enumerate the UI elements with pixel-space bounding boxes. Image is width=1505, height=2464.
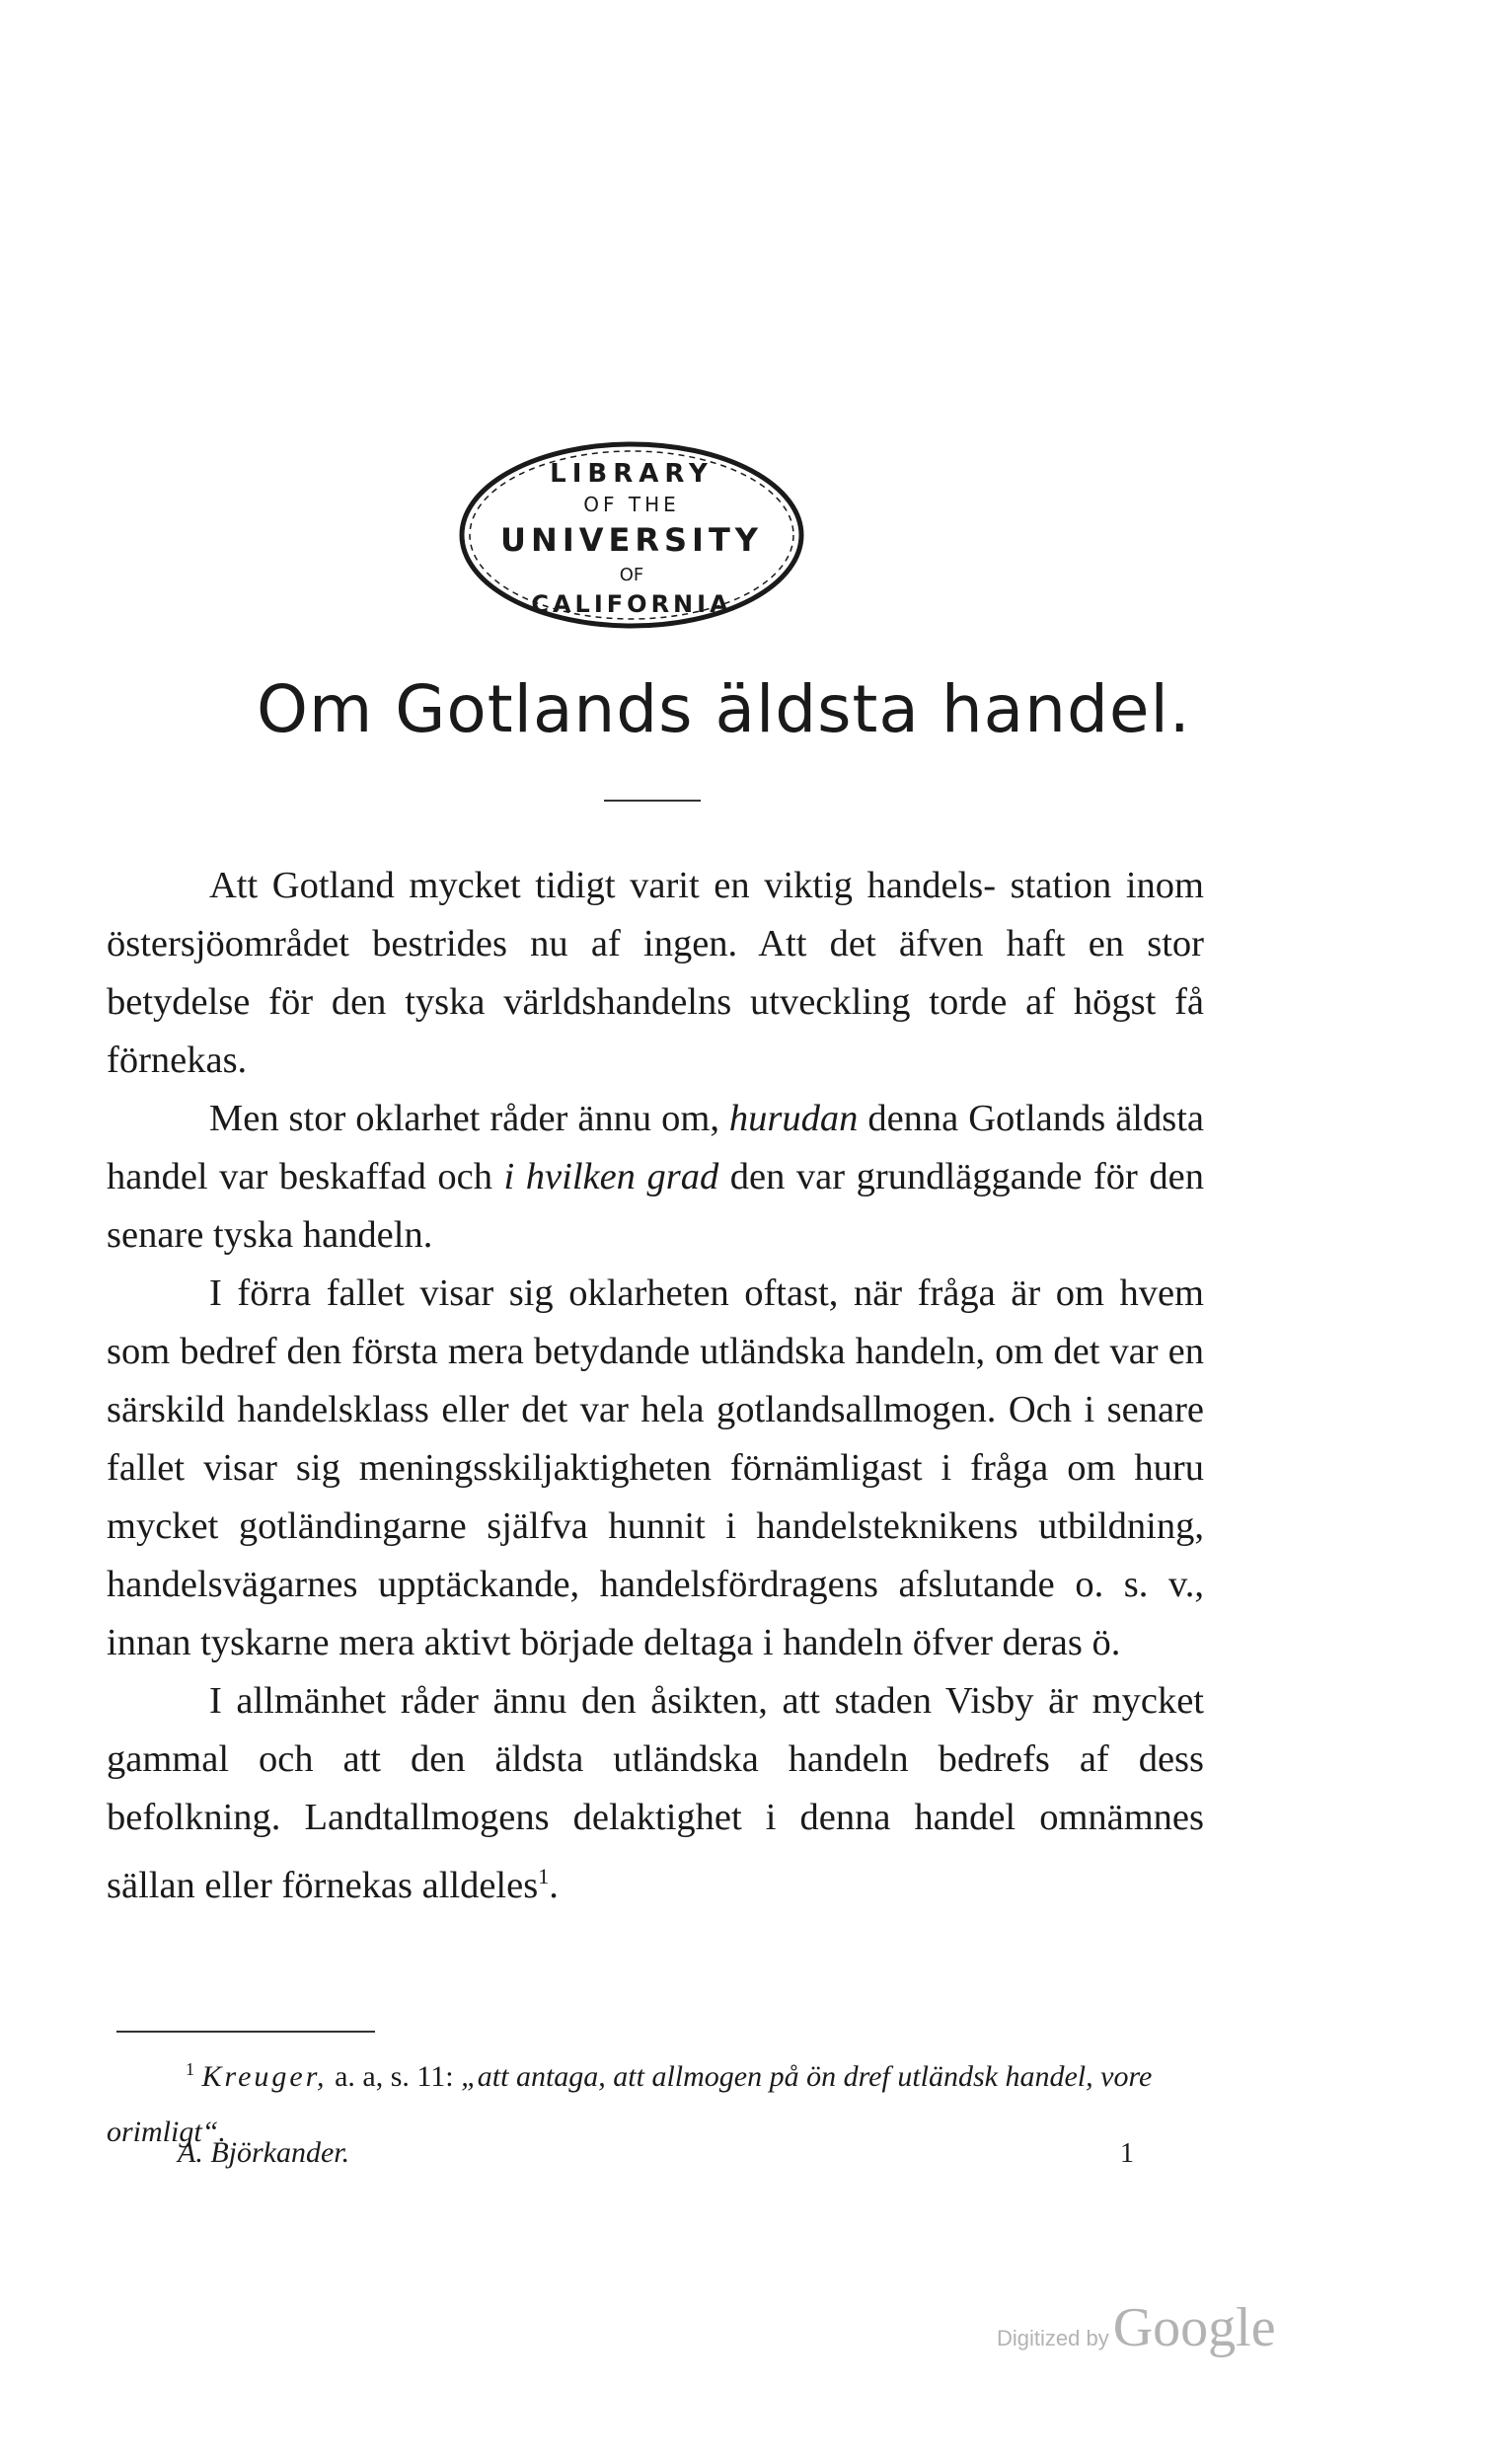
svg-text:CALIFORNIA: CALIFORNIA xyxy=(531,590,732,618)
footnote-ref: a. a, s. 11: xyxy=(327,2060,462,2093)
svg-text:OF: OF xyxy=(619,565,644,585)
footnote-quote: „att antaga, att allmogen på ön dref utländsk handel, vore orimligt“. xyxy=(107,2060,1153,2148)
page-title: Om Gotlands äldsta handel. xyxy=(257,671,1191,747)
title-divider xyxy=(604,800,701,802)
google-logo: Google xyxy=(1112,2297,1276,2358)
svg-text:LIBRARY: LIBRARY xyxy=(550,459,714,489)
emphasis-grad: i hvilken grad xyxy=(503,1156,719,1197)
library-stamp xyxy=(449,434,814,637)
emphasis-hurudan: hurudan xyxy=(728,1098,859,1139)
footnote-author: Kreuger, xyxy=(201,2060,328,2093)
footnote-number: 1 xyxy=(186,2059,194,2079)
paragraph-2: Men stor oklarhet råder ännu om, hurudan denna Gotlands äldsta handel var beskaffad och i hvilken grad den var grundläggande för den senare tyska handeln. xyxy=(107,1098,1204,1256)
page-number: 1 xyxy=(1120,2138,1134,2169)
footnote-divider xyxy=(116,2031,375,2033)
footnote-reference: 1 xyxy=(538,1864,550,1888)
author-signature: A. Björkander. xyxy=(178,2136,350,2169)
svg-text:UNIVERSITY: UNIVERSITY xyxy=(500,521,763,559)
paragraph-3: I förra fallet visar sig oklarheten oftast, när fråga är om hvem som bedref den första mera betydande utländska handeln, om det var en särskild handelsklass eller det var hela gotlandsallmogen. Och i senare fallet visar sig meningsskiljaktigheten förnämligast i fråga om huru mycket gotländingarne själfva hunnit i handelsteknikens utbildning, handelsvägarnes upptäckande, handelsfördragens afslutande o. s. v., innan tyskarne mera aktivt började deltaga i handeln öfver deras ö. xyxy=(107,1272,1204,1663)
svg-text:OF THE: OF THE xyxy=(583,493,680,516)
digitized-watermark xyxy=(997,2296,1276,2359)
paragraph-1: Att Gotland mycket tidigt varit en viktig handels- station inom östersjöområdet bestrides nu af ingen. Att det äfven haft en stor betydelse för den tyska världshandelns utveckling torde af högst få förnekas. xyxy=(107,865,1204,1081)
body-text xyxy=(107,857,1204,1915)
watermark-prefix: Digitized by xyxy=(997,2326,1109,2350)
paragraph-4: I allmänhet råder ännu den åsikten, att staden Visby är mycket gammal och att den äldsta utländska handeln bedrefs af dess befolkning. Landtallmogens delaktighet i denna handel omnämnes sällan eller förnekas alldeles$^1$. xyxy=(107,1680,1204,1906)
